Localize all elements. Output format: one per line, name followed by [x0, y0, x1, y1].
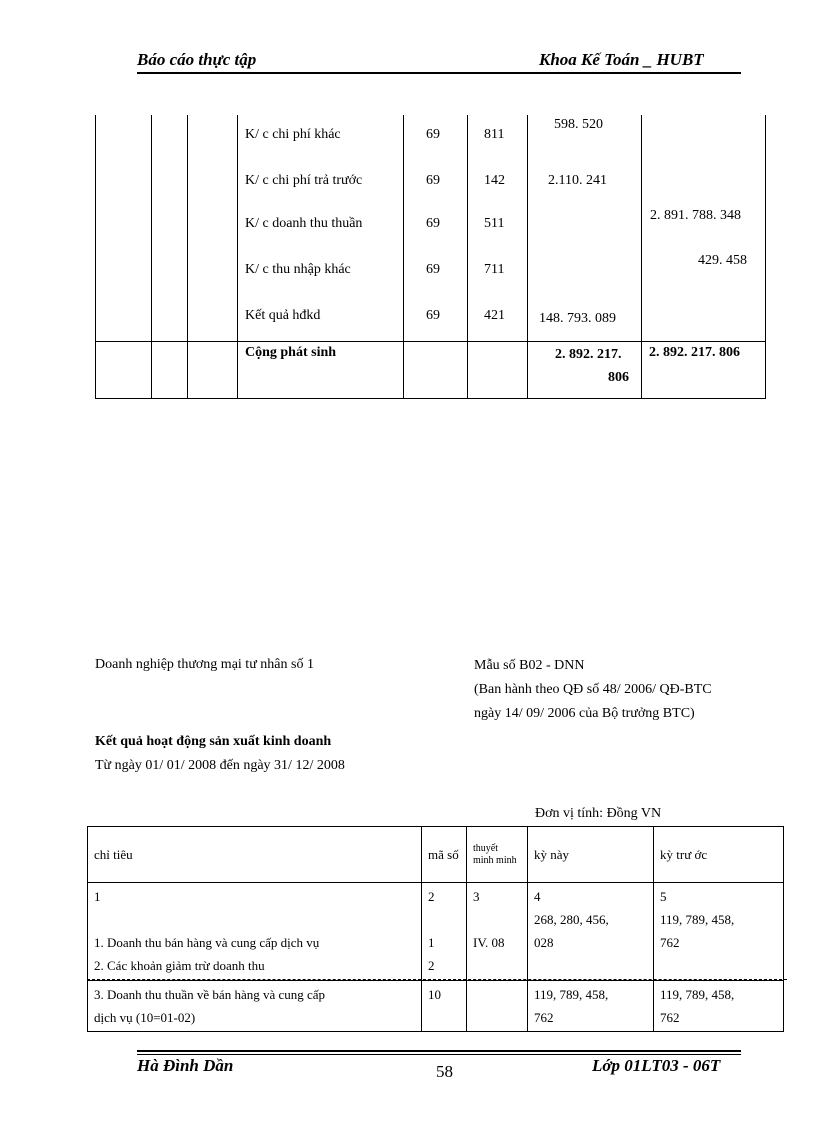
row-label: 3. Doanh thu thuần về bán hàng và cung cấp — [94, 987, 326, 1002]
col-header-indicator: chỉ tiêu — [88, 827, 422, 883]
row-code: 10 — [422, 981, 467, 1032]
row-code: 2 — [428, 958, 435, 973]
footer-class: Lớp 01LT03 - 06T — [592, 1056, 721, 1075]
journal-row-desc: K/ c chi phí trả trước — [245, 173, 363, 188]
index-5: 5 — [660, 889, 667, 904]
row-current-value: 268, 280, 456, — [534, 912, 609, 927]
table-row — [88, 883, 784, 981]
journal-row-a: 69 — [426, 262, 440, 277]
journal-row-desc: K/ c doanh thu thuần — [245, 216, 363, 231]
header-right: Khoa Kế Toán _ HUBT — [539, 50, 704, 69]
journal-total-debit: 2. 892. 217. — [555, 347, 622, 362]
row-label: 1. Doanh thu bán hàng và cung cấp dịch vụ — [94, 935, 320, 950]
results-table-viewport — [87, 826, 787, 1025]
journal-row-b: 142 — [484, 173, 505, 188]
journal-row-b: 811 — [484, 127, 505, 142]
form-code: Mẫu số B02 - DNN — [474, 658, 585, 673]
row-current-value-cont: 762 — [534, 1010, 554, 1025]
row-previous-value-cont: 762 — [660, 1010, 680, 1025]
journal-row-desc: Kết quả hđkd — [245, 308, 321, 323]
journal-row-desc: K/ c chi phí khác — [245, 127, 341, 142]
row-previous-value: 119, 789, 458, — [660, 987, 735, 1002]
row-label: 2. Các khoản giảm trừ doanh thu — [94, 958, 265, 973]
row-divider — [87, 979, 787, 980]
row-note: IV. 08 — [473, 935, 505, 950]
col-header-previous: kỳ trư ớc — [654, 827, 784, 883]
journal-total-credit: 2. 892. 217. 806 — [649, 345, 740, 360]
journal-row-b: 711 — [484, 262, 505, 277]
col-header-note: thuyết minh minh — [467, 827, 528, 883]
footer-rule-thin — [137, 1054, 741, 1055]
journal-row-b: 511 — [484, 216, 505, 231]
journal-row-a: 69 — [426, 127, 440, 142]
footer-rule — [137, 1050, 741, 1052]
journal-row-b: 421 — [484, 308, 505, 323]
page-number: 58 — [436, 1062, 453, 1081]
company-name: Doanh nghiệp thương mại tư nhân số 1 — [95, 657, 314, 672]
row-current-value-cont: 028 — [534, 935, 554, 950]
header-left: Báo cáo thực tập — [137, 50, 257, 69]
journal-row-a: 69 — [426, 216, 440, 231]
journal-row-debit: 148. 793. 089 — [539, 311, 616, 326]
journal-row-a: 69 — [426, 308, 440, 323]
col-header-code: mã số — [422, 827, 467, 883]
form-date: ngày 14/ 09/ 2006 của Bộ trưởng BTC) — [474, 706, 695, 721]
index-4: 4 — [534, 889, 541, 904]
row-label-cont: dịch vụ (10=01-02) — [94, 1010, 196, 1025]
journal-row-desc: K/ c thu nhập khác — [245, 262, 351, 277]
row-previous-value: 119, 789, 458, — [660, 912, 735, 927]
journal-total-debit-cont: 806 — [608, 370, 629, 385]
journal-row-a: 69 — [426, 173, 440, 188]
header-rule — [137, 72, 741, 74]
index-1: 1 — [94, 889, 101, 904]
unit-label: Đơn vị tính: Đồng VN — [535, 806, 662, 821]
report-title: Kết quả hoạt động sản xuất kinh doanh — [95, 734, 332, 749]
row-current-value: 119, 789, 458, — [534, 987, 609, 1002]
row-code: 1 — [428, 935, 435, 950]
form-decree: (Ban hành theo QĐ số 48/ 2006/ QĐ-BTC — [474, 682, 712, 697]
journal-row-credit: 2. 891. 788. 348 — [650, 208, 741, 223]
col-header-current: kỳ này — [528, 827, 654, 883]
table-header-row — [88, 827, 784, 883]
index-3: 3 — [473, 889, 480, 904]
index-2: 2 — [428, 889, 435, 904]
results-table — [87, 826, 784, 1032]
journal-row-debit: 2.110. 241 — [548, 173, 607, 188]
journal-row-credit: 429. 458 — [698, 253, 747, 268]
row-previous-value-cont: 762 — [660, 935, 680, 950]
footer-author: Hà Đình Dần — [137, 1056, 234, 1075]
journal-total-label: Cộng phát sinh — [245, 345, 337, 360]
journal-row-debit: 598. 520 — [554, 117, 603, 132]
report-period: Từ ngày 01/ 01/ 2008 đến ngày 31/ 12/ 2008 — [95, 758, 345, 773]
table-row — [88, 981, 784, 1032]
